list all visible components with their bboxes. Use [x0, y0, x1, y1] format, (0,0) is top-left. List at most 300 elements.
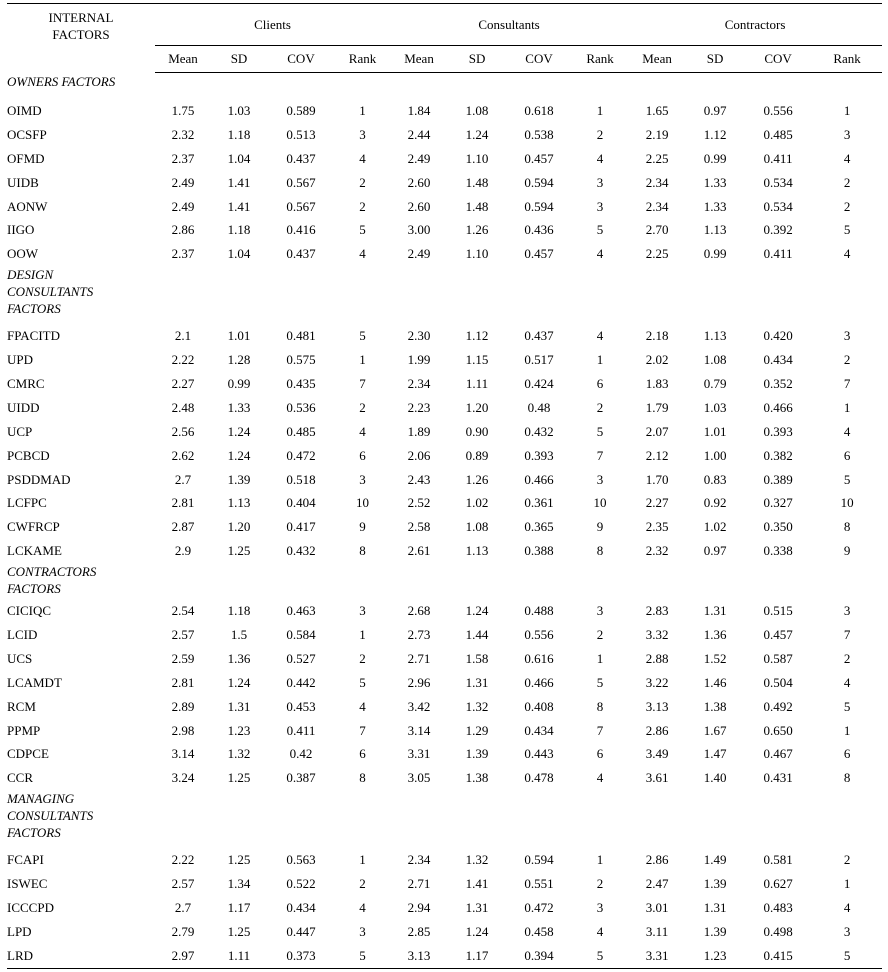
table-cell: 2.83: [645, 603, 669, 619]
table-cell: 2.34: [407, 852, 431, 868]
table-cell: 0.434: [763, 352, 793, 368]
table-cell: 0.437: [524, 328, 554, 344]
column-header: Mean: [390, 46, 448, 73]
table-cell: 2.52: [407, 495, 431, 511]
table-cell: 2.48: [171, 399, 195, 415]
table-cell: 2.18: [645, 328, 669, 344]
factor-code: CMRC: [7, 375, 45, 391]
section-title-line: FACTORS: [7, 301, 61, 317]
table-cell: 0.481: [286, 328, 316, 344]
table-cell: 1.34: [227, 876, 251, 892]
table-cell: 1.40: [703, 770, 727, 786]
table-cell: 1.32: [465, 698, 489, 714]
table-cell: 1.41: [227, 174, 251, 190]
table-cell: 1.41: [465, 876, 489, 892]
table-cell: 1.24: [465, 923, 489, 939]
table-cell: 2.22: [171, 852, 195, 868]
table-cell: 1.08: [703, 352, 727, 368]
table-cell: 2.9: [174, 543, 192, 559]
factor-code: FPACITD: [7, 328, 60, 344]
table-cell: 2.32: [645, 543, 669, 559]
table-cell: 0.466: [524, 471, 554, 487]
table-cell: 1: [596, 650, 604, 666]
table-cell: 0.556: [524, 626, 554, 642]
table-cell: 5: [359, 222, 366, 238]
table-cell: 2.98: [171, 722, 195, 738]
table-cell: 4: [843, 899, 851, 915]
column-header: SD: [448, 46, 506, 73]
section-title-line: OWNERS FACTORS: [7, 74, 116, 89]
factor-code: LCAMDT: [7, 674, 62, 690]
section-title-line: FACTORS: [7, 825, 61, 841]
table-row: [7, 766, 882, 790]
table-cell: 0.472: [524, 899, 554, 915]
table-cell: 2.34: [645, 198, 669, 214]
table-cell: 2.87: [171, 519, 195, 535]
table-cell: 3: [596, 899, 604, 915]
table-cell: 2.12: [645, 447, 669, 463]
factor-code: PPMP: [7, 722, 41, 738]
table-cell: 6: [596, 746, 604, 762]
table-row: [7, 872, 882, 896]
factor-code: OCSFP: [7, 126, 47, 142]
table-cell: 2.86: [171, 222, 195, 238]
table-cell: 2.06: [407, 447, 431, 463]
table-cell: 0.99: [703, 150, 727, 166]
table-cell: 1.18: [227, 126, 251, 142]
table-cell: 1.89: [407, 423, 431, 439]
table-cell: 3: [843, 126, 851, 142]
table-cell: 0.327: [763, 495, 793, 511]
table-cell: 0.382: [763, 447, 793, 463]
table-cell: 7: [596, 447, 604, 463]
table-cell: 2.73: [407, 626, 431, 642]
table-cell: 2: [596, 399, 604, 415]
table-cell: 5: [843, 222, 851, 238]
table-cell: 0.92: [703, 495, 727, 511]
table-cell: 2: [359, 876, 366, 892]
table-cell: 1.44: [465, 626, 489, 642]
table-cell: 1.47: [703, 746, 727, 762]
table-row: [7, 848, 882, 872]
table-cell: 0.457: [763, 626, 793, 642]
table-cell: 2.85: [407, 923, 431, 939]
table-cell: 1: [843, 399, 851, 415]
table-cell: 7: [843, 626, 851, 642]
table-cell: 2.1: [174, 328, 192, 344]
table-cell: 0.393: [524, 447, 554, 463]
table-cell: 4: [843, 674, 851, 690]
table-cell: 1.02: [465, 495, 489, 511]
table-cell: 1.01: [227, 328, 251, 344]
table-row: [7, 420, 882, 444]
table-cell: 0.392: [763, 222, 793, 238]
factor-code: RCM: [7, 698, 36, 714]
table-cell: 2.37: [171, 150, 195, 166]
table-cell: 0.365: [524, 519, 554, 535]
table-cell: 0.97: [703, 102, 727, 118]
table-cell: 0.584: [286, 626, 316, 642]
table-cell: 1.31: [703, 603, 727, 619]
factor-code: OOW: [7, 246, 39, 262]
table-row: [7, 348, 882, 372]
factor-code: CICIQC: [7, 603, 52, 619]
factor-code: UCS: [7, 650, 33, 666]
table-cell: 1: [596, 852, 604, 868]
factors-header-line2: FACTORS: [52, 27, 110, 42]
table-row: [7, 896, 882, 920]
table-cell: 1.84: [407, 102, 431, 118]
table-cell: 0.453: [286, 698, 316, 714]
table-cell: 0.457: [524, 246, 554, 262]
table-cell: 1.65: [645, 102, 669, 118]
table-cell: 2.68: [407, 603, 431, 619]
table-cell: 1: [596, 102, 604, 118]
table-cell: 2.19: [645, 126, 669, 142]
table-cell: 5: [843, 698, 851, 714]
table-cell: 10: [840, 495, 854, 511]
table-cell: 3.22: [645, 674, 669, 690]
table-cell: 0.387: [286, 770, 316, 786]
group-header-contractors: Contractors: [628, 4, 882, 46]
table-cell: 1.31: [227, 698, 251, 714]
table-cell: 0.79: [703, 375, 727, 391]
table-cell: 0.563: [286, 852, 316, 868]
table-row: [7, 695, 882, 719]
table-cell: 1.20: [465, 399, 489, 415]
table-row: [7, 742, 882, 766]
table-cell: 4: [359, 423, 366, 439]
table-cell: 0.435: [286, 375, 316, 391]
table-row: [7, 372, 882, 396]
table-cell: 2.23: [407, 399, 431, 415]
table-cell: 0.89: [465, 447, 489, 463]
table-cell: 1.99: [407, 352, 431, 368]
table-cell: 1.15: [465, 352, 489, 368]
factor-code: UPD: [7, 352, 34, 368]
factor-code: FCAPI: [7, 852, 44, 868]
table-cell: 1.5: [230, 626, 248, 642]
table-cell: 6: [359, 447, 366, 463]
table-cell: 1.13: [465, 543, 489, 559]
table-cell: 0.488: [524, 603, 554, 619]
table-cell: 0.437: [286, 150, 316, 166]
column-header: Mean: [155, 46, 211, 73]
table-cell: 1.01: [703, 423, 727, 439]
table-row: [7, 671, 882, 695]
table-cell: 1.18: [227, 603, 251, 619]
table-cell: 0.48: [527, 399, 551, 415]
table-cell: 1.12: [703, 126, 727, 142]
table-cell: 3.61: [645, 770, 669, 786]
table-cell: 1.03: [703, 399, 727, 415]
table-cell: 4: [596, 246, 604, 262]
group-header-clients: Clients: [155, 4, 390, 46]
table-cell: 5: [335, 944, 390, 968]
table-cell: 2.49: [407, 246, 431, 262]
table-cell: 0.404: [286, 495, 316, 511]
table-cell: 1.10: [465, 246, 489, 262]
table-cell: 4: [359, 150, 366, 166]
table-cell: 0.415: [744, 944, 812, 968]
table-cell: 1.13: [703, 222, 727, 238]
table-cell: 4: [359, 246, 366, 262]
table-cell: 0.432: [286, 543, 316, 559]
table-cell: 2: [843, 174, 851, 190]
table-cell: 4: [596, 923, 604, 939]
table-body: [7, 73, 882, 969]
table-cell: 0.498: [763, 923, 793, 939]
table-cell: 2.57: [171, 626, 195, 642]
table-cell: 1.04: [227, 246, 251, 262]
table-cell: 3: [596, 603, 604, 619]
table-cell: 2.35: [645, 519, 669, 535]
table-cell: 2.57: [171, 876, 195, 892]
table-cell: 1.29: [465, 722, 489, 738]
table-cell: 1: [359, 852, 366, 868]
table-cell: 0.485: [763, 126, 793, 142]
table-cell: 0.388: [524, 543, 554, 559]
section-title-line: CONTRACTORS: [7, 564, 97, 580]
factor-code: CCR: [7, 770, 34, 786]
factor-code: ICCCPD: [7, 899, 54, 915]
table-cell: 0.434: [524, 722, 554, 738]
table-cell: 0.504: [763, 674, 793, 690]
column-header: COV: [267, 46, 335, 73]
table-cell: 2.60: [407, 174, 431, 190]
column-header: COV: [744, 46, 812, 73]
section-title-line: MANAGING: [7, 791, 75, 807]
table-cell: 1.48: [465, 174, 489, 190]
table-cell: 0.424: [524, 375, 554, 391]
table-cell: 1.00: [703, 447, 727, 463]
table-cell: 1.39: [227, 471, 251, 487]
column-header: COV: [506, 46, 572, 73]
table-cell: 1: [596, 352, 604, 368]
table-cell: 2: [843, 352, 851, 368]
table-cell: 1.33: [703, 198, 727, 214]
table-cell: 0.616: [524, 650, 554, 666]
table-cell: 3: [843, 328, 851, 344]
table-cell: 0.513: [286, 126, 316, 142]
table-cell: 1: [843, 876, 851, 892]
table-row: [7, 515, 882, 539]
table-cell: 2.49: [171, 198, 195, 214]
table-cell: 1.17: [227, 899, 251, 915]
table-cell: 0.361: [524, 495, 554, 511]
table-cell: 2.60: [407, 198, 431, 214]
table-cell: 1.13: [227, 495, 251, 511]
table-cell: 1.33: [227, 399, 251, 415]
table-cell: 0.517: [524, 352, 554, 368]
table-cell: 0.420: [763, 328, 793, 344]
table-cell: 2.49: [171, 174, 195, 190]
factor-code: IIGO: [7, 222, 35, 238]
section-title: [7, 790, 882, 848]
table-cell: 3: [359, 471, 366, 487]
table-row: [7, 171, 882, 195]
table-cell: 2: [843, 852, 851, 868]
table-cell: 2.81: [171, 495, 195, 511]
table-cell: 0.594: [524, 174, 554, 190]
table-row: [7, 491, 882, 515]
table-cell: 4: [843, 150, 851, 166]
table-cell: 4: [359, 899, 366, 915]
table-cell: 1.23: [686, 944, 744, 968]
table-row: [7, 396, 882, 420]
table-cell: 1.25: [227, 923, 251, 939]
table-cell: 2.22: [171, 352, 195, 368]
table-cell: 2.47: [645, 876, 669, 892]
table-cell: 0.485: [286, 423, 316, 439]
table-cell: 1.75: [171, 102, 195, 118]
table-cell: 1.11: [211, 944, 267, 968]
table-cell: 2.61: [407, 543, 431, 559]
table-row: [7, 468, 882, 492]
table-cell: 1.08: [465, 102, 489, 118]
factors-header-line1: INTERNAL: [48, 10, 114, 25]
table-cell: 1.24: [227, 447, 251, 463]
table-cell: 5: [359, 674, 366, 690]
header-group-row: [7, 4, 882, 46]
table-cell: 2.88: [645, 650, 669, 666]
table-cell: 0.389: [763, 471, 793, 487]
table-cell: 3.14: [407, 722, 431, 738]
table-cell: 0.97: [703, 543, 727, 559]
table-cell: 3.24: [171, 770, 195, 786]
table-cell: 2: [596, 626, 604, 642]
table-cell: 8: [359, 770, 366, 786]
table-cell: 2.34: [407, 375, 431, 391]
table-cell: 3.01: [645, 899, 669, 915]
column-header: SD: [686, 46, 744, 73]
table-row: [7, 218, 882, 242]
table-cell: 3.49: [645, 746, 669, 762]
column-header: Mean: [628, 46, 686, 73]
table-cell: 2.07: [645, 423, 669, 439]
table-cell: 3: [843, 603, 851, 619]
section-header-row: [7, 563, 882, 599]
table-cell: 0.567: [286, 174, 316, 190]
table-cell: 2.25: [645, 150, 669, 166]
table-cell: 0.417: [286, 519, 316, 535]
table-cell: 0.352: [763, 375, 793, 391]
table-cell: 8: [843, 770, 851, 786]
table-cell: 0.338: [763, 543, 793, 559]
table-row: [7, 623, 882, 647]
table-cell: 3.13: [645, 698, 669, 714]
table-cell: 1.31: [703, 899, 727, 915]
table-cell: 0.551: [524, 876, 554, 892]
table-cell: 4: [843, 423, 851, 439]
column-header: Rank: [572, 46, 628, 73]
table-row: [7, 242, 882, 266]
table-cell: 0.556: [763, 102, 793, 118]
column-header: Rank: [812, 46, 882, 73]
factor-code: LCID: [7, 626, 38, 642]
table-cell: 2: [596, 876, 604, 892]
table-cell: 1.03: [227, 102, 251, 118]
table-cell: 0.518: [286, 471, 316, 487]
table-cell: 2.79: [171, 923, 195, 939]
table-cell: 1.70: [645, 471, 669, 487]
table-cell: 1.38: [465, 770, 489, 786]
table-cell: 2.71: [407, 650, 431, 666]
table-row: [7, 195, 882, 219]
section-title-line: CONSULTANTS: [7, 808, 94, 824]
column-header: Rank: [335, 46, 390, 73]
factor-code: PCBCD: [7, 447, 50, 463]
table-cell: 2: [359, 174, 366, 190]
table-cell: 1: [359, 352, 366, 368]
table-cell: 1.25: [227, 852, 251, 868]
table-cell: 1.31: [465, 674, 489, 690]
table-cell: 2.81: [171, 674, 195, 690]
factor-code: OIMD: [7, 102, 42, 118]
table-cell: 1.17: [448, 944, 506, 968]
table-cell: 1.58: [465, 650, 489, 666]
table-row: [7, 647, 882, 671]
table-cell: 2.32: [171, 126, 195, 142]
table-cell: 6: [843, 746, 851, 762]
table-cell: 2: [359, 198, 366, 214]
table-cell: 1.02: [703, 519, 727, 535]
table-cell: 2: [359, 650, 366, 666]
table-cell: 2.62: [171, 447, 195, 463]
table-cell: 0.458: [524, 923, 554, 939]
table-cell: 1.18: [227, 222, 251, 238]
table-cell: 9: [359, 519, 366, 535]
table-cell: 2.7: [174, 471, 192, 487]
section-title-line: CONSULTANTS: [7, 284, 94, 300]
table-cell: 3.11: [645, 923, 669, 939]
table-cell: 3.14: [171, 746, 195, 762]
table-cell: 1.08: [465, 519, 489, 535]
table-cell: 0.483: [763, 899, 793, 915]
table-cell: 1.32: [465, 852, 489, 868]
table-cell: 0.432: [524, 423, 554, 439]
table-row: [7, 719, 882, 743]
table-cell: 0.618: [524, 102, 554, 118]
table-cell: 1.11: [465, 375, 489, 391]
table-cell: 1.23: [227, 722, 251, 738]
table-cell: 4: [596, 328, 604, 344]
table-cell: 0.443: [524, 746, 554, 762]
section-title: [7, 563, 882, 599]
table-cell: 1.41: [227, 198, 251, 214]
table-cell: 0.466: [763, 399, 793, 415]
table-row: [7, 99, 882, 123]
table-cell: 0.373: [267, 944, 335, 968]
factor-code: UIDB: [7, 174, 39, 190]
table-cell: 3: [359, 603, 366, 619]
table-cell: 2.89: [171, 698, 195, 714]
table-cell: 4: [843, 246, 851, 262]
table-cell: 0.492: [763, 698, 793, 714]
factor-code: CDPCE: [7, 746, 49, 762]
table-cell: 7: [596, 722, 604, 738]
table-cell: 1.36: [703, 626, 727, 642]
table-cell: 5: [572, 944, 628, 968]
table-cell: 3.05: [407, 770, 431, 786]
table-cell: 0.534: [763, 198, 793, 214]
table-cell: 1.13: [703, 328, 727, 344]
table-cell: 1.67: [703, 722, 727, 738]
table-cell: 0.99: [227, 375, 251, 391]
table-cell: 0.478: [524, 770, 554, 786]
table-cell: 3.42: [407, 698, 431, 714]
table-cell: 3: [596, 174, 604, 190]
